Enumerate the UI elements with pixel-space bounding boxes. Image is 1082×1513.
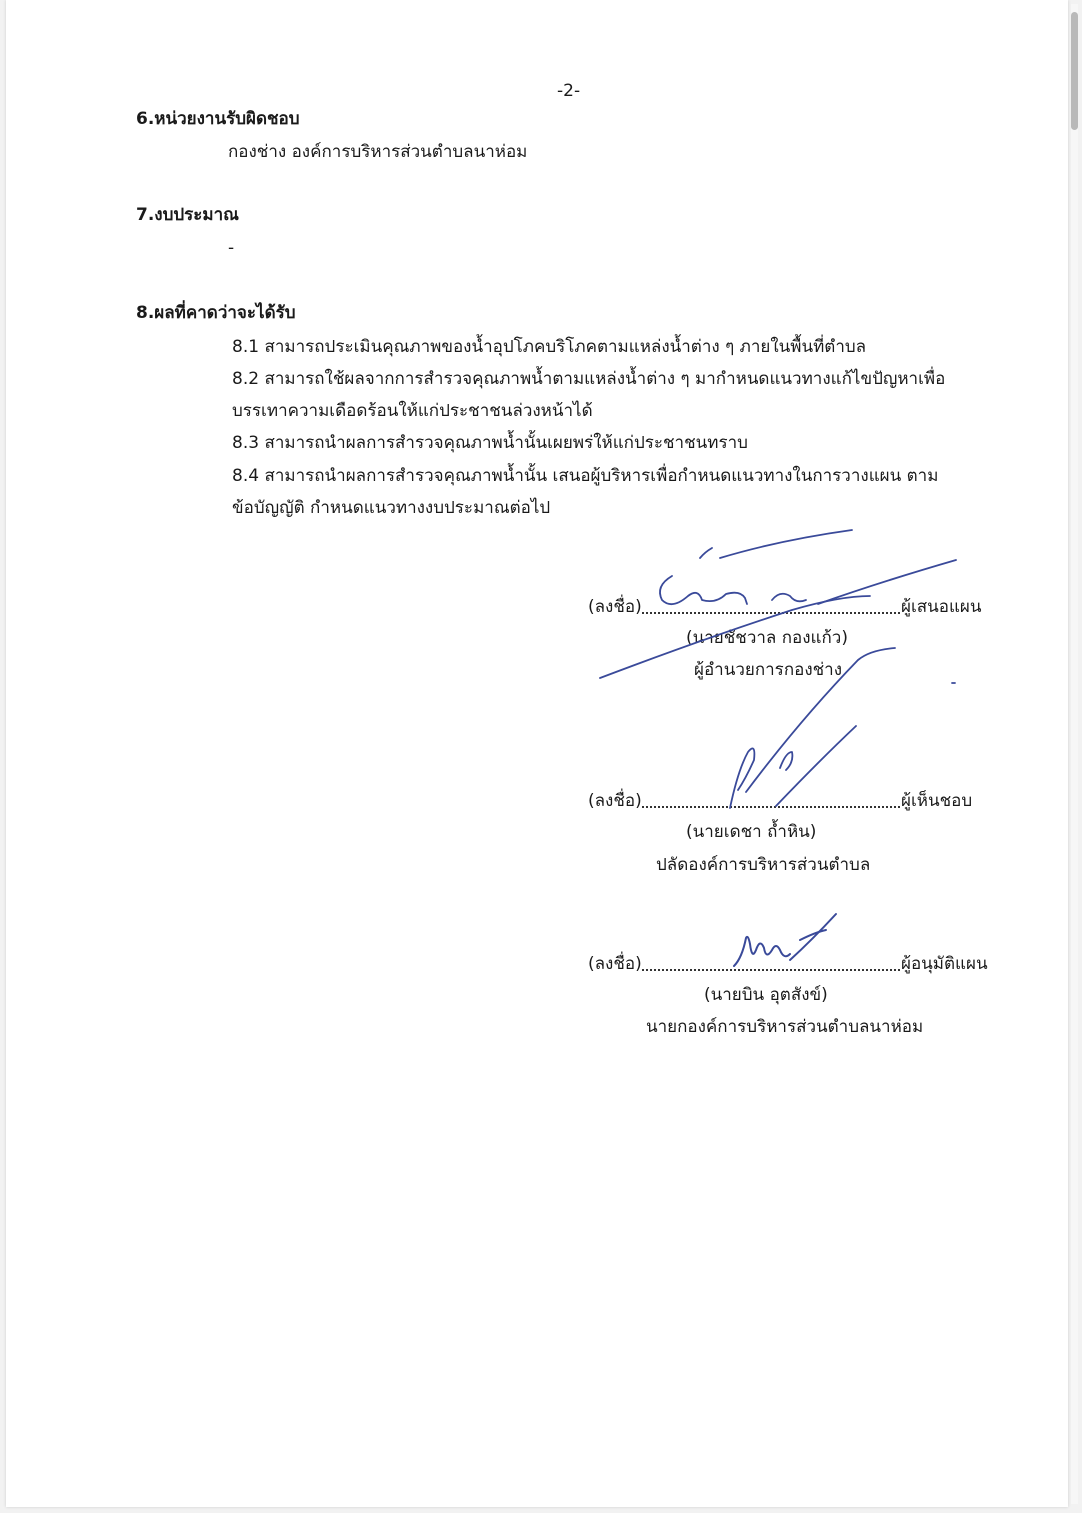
signature-line-3 — [642, 969, 900, 971]
section7-body: - — [228, 238, 235, 258]
signature-role-2: ผู้เห็นชอบ — [901, 791, 973, 811]
signatory-position-1: ผู้อำนวยการกองช่าง — [694, 660, 843, 680]
section6-heading: 6.หน่วยงานรับผิดชอบ — [136, 109, 300, 129]
signature-line-1 — [642, 612, 900, 614]
signature-role-3: ผู้อนุมัติแผน — [901, 954, 988, 974]
section6-body: กองช่าง องค์การบริหารส่วนตำบลนาห่อม — [228, 142, 528, 162]
signatory-position-2: ปลัดองค์การบริหารส่วนตำบล — [656, 855, 871, 875]
scrollbar-thumb[interactable] — [1071, 12, 1078, 130]
signature-label-2: (ลงชื่อ) — [588, 791, 642, 811]
signatory-name-2: (นายเดชา ถ้ำหิน) — [686, 822, 817, 842]
vertical-scrollbar[interactable] — [1071, 4, 1078, 1504]
page-number: -2- — [557, 81, 581, 101]
section8-line: 8.3 สามารถนำผลการสำรวจคุณภาพน้ำนั้นเผยพร่ให้แก่ประชาชนทราบ — [232, 433, 748, 453]
signature-role-1: ผู้เสนอแผน — [901, 597, 982, 617]
signature-label-3: (ลงชื่อ) — [588, 954, 642, 974]
section8-line: 8.4 สามารถนำผลการสำรวจคุณภาพน้ำนั้น เสนอผู้บริหารเพื่อกำหนดแนวทางในการวางแผน ตาม — [232, 466, 939, 486]
section8-line: ข้อบัญญัติ กำหนดแนวทางงบประมาณต่อไป — [232, 498, 551, 518]
signatory-position-3: นายกองค์การบริหารส่วนตำบลนาห่อม — [646, 1017, 924, 1037]
signature-line-2 — [642, 806, 900, 808]
section8-line: 8.1 สามารถประเมินคุณภาพของน้ำอุปโภคบริโภคตามแหล่งน้ำต่าง ๆ ภายในพื้นที่ตำบล — [232, 337, 867, 357]
signatory-name-1: (นายชัชวาล กองแก้ว) — [686, 628, 848, 648]
section8-heading: 8.ผลที่คาดว่าจะได้รับ — [136, 303, 296, 323]
signature-label-1: (ลงชื่อ) — [588, 597, 642, 617]
section8-line: 8.2 สามารถใช้ผลจากการสำรวจคุณภาพน้ำตามแหล่งน้ำต่าง ๆ มากำหนดแนวทางแก้ไขปัญหาเพื่อ — [232, 369, 946, 389]
signatory-name-3: (นายบิน อุตสังข์) — [704, 985, 828, 1005]
section8-line: บรรเทาความเดือดร้อนให้แก่ประชาชนล่วงหน้าได้ — [232, 401, 593, 421]
document-page — [6, 0, 1068, 1507]
section7-heading: 7.งบประมาณ — [136, 205, 239, 225]
